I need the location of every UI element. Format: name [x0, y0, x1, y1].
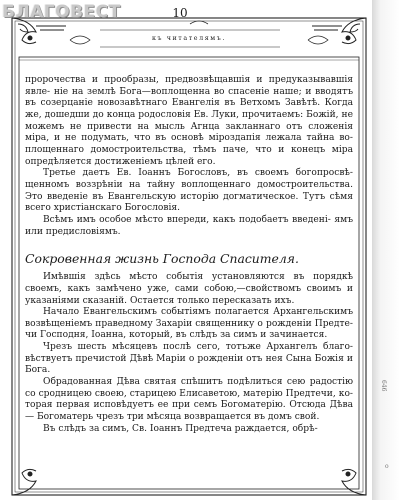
adjacent-page-mark: о	[385, 463, 389, 470]
paragraph	[25, 215, 353, 238]
text-line: введеніе въ Евангельскую исторію догматическое. Тутъ сѣмя	[46, 191, 353, 202]
text-line: опредѣляется достиженіемъ цѣлей его.	[25, 156, 216, 167]
text-line: со сродницею своею, старицею Елисаветою, матерію Предтечи, ко-	[25, 388, 353, 399]
paragraph	[25, 424, 353, 436]
section-title: Сокровенная жизнь Господа Спасителя.	[25, 251, 299, 267]
paragraph	[25, 307, 353, 342]
text-line: Въ слѣдъ за симъ, Св. Іоаннъ Предтеча раждается, обрѣ-	[43, 423, 318, 434]
text-line: торая первая исповѣдуетъ ее при семъ Богоматерію. Отсюда Дѣва—	[25, 400, 353, 423]
text-line: Чрезъ шесть мѣсяцевъ послѣ сего, тотъже Архангелъ благо-	[43, 342, 353, 353]
paragraph	[25, 168, 353, 215]
corner-ornament-bottom-left	[12, 469, 36, 495]
text-line: щенномъ воззрѣніи на тайну воплощеннаго домостроительства. Это	[25, 179, 353, 202]
text-line: Божія и Бога.	[25, 353, 353, 376]
text-line: всего христіанскаго Богословія.	[25, 203, 180, 214]
paragraph	[25, 377, 353, 424]
text-line: Богоматерь чрезъ три мѣсяца возвращается въ домъ свой.	[37, 412, 320, 423]
text-line: ніе на землѣ Бога—воплощенна во спасеніе наше; и вводятъ въ	[25, 86, 353, 109]
corner-ornament-bottom-right	[342, 469, 366, 495]
paragraph	[25, 272, 353, 307]
text-line: созерцаніе новозавѣтнаго Евангелія въ Ветхомъ Завѣтѣ. Когда же,	[25, 98, 353, 120]
paragraph	[25, 342, 353, 377]
text-line: Всѣмъ имъ особое мѣсто впереди, какъ подобаетъ введені-	[43, 214, 331, 225]
intro-paragraphs	[25, 75, 353, 238]
section-paragraphs	[25, 272, 353, 435]
text-line: указаніями сказаній. Остается только пересказать ихъ.	[25, 295, 295, 306]
text-line: площеннаго домостроительства, тѣмъ паче, что и конецъ міра	[25, 144, 353, 155]
text-line: Обрадованная Дѣва святая спѣшитъ подѣлиться сею радостію	[43, 377, 353, 388]
running-head: къ читателямъ.	[151, 35, 227, 42]
text-line: пророчества и прообразы, предвозвѣщавшія и предуказывавшія явле-	[25, 75, 353, 97]
text-line: вѣствуетъ пречистой Дѣвѣ Маріи о рожденіи отъ нея Сына	[25, 353, 312, 364]
text-line: своемъ, какъ замѣчено уже, сами собою,—свойствомъ своимъ и	[25, 283, 353, 294]
text-line: можемъ не привести на мысль Агнца закланнаго отъ сложенія	[25, 121, 353, 132]
paragraph	[25, 75, 353, 168]
text-line: ямъ или предисловіямъ.	[25, 214, 353, 237]
adjacent-page-number: 646	[380, 380, 387, 392]
text-line: міра, и не подумать, что въ основѣ міроздапія лежала тайна во-	[25, 133, 353, 144]
watermark-logo: БЛАГОВЕСТ	[2, 2, 121, 22]
text-line: возвѣщеніемъ праведному Захаріи священнику о рожденіи Предте-	[25, 318, 353, 329]
text-line: чи Господня, Іоанна, который, въ слѣдъ за симъ и зачинается.	[25, 330, 328, 341]
text-line: Имѣвшія здѣсь мѣсто событія установляются въ порядкѣ	[43, 272, 353, 283]
page-number: 10	[172, 6, 188, 20]
text-line: Начало Евангельскимъ событіямъ полагается Архангельскимъ	[43, 307, 353, 318]
text-line: Третье даетъ Ев. Іоаннъ Богословъ, въ своемъ богопросвѣ-	[43, 168, 353, 179]
text-line: дошедши до конца родословія Ев. Луки, прочитаемъ: Божій, не	[44, 109, 353, 120]
page-text	[25, 75, 353, 435]
